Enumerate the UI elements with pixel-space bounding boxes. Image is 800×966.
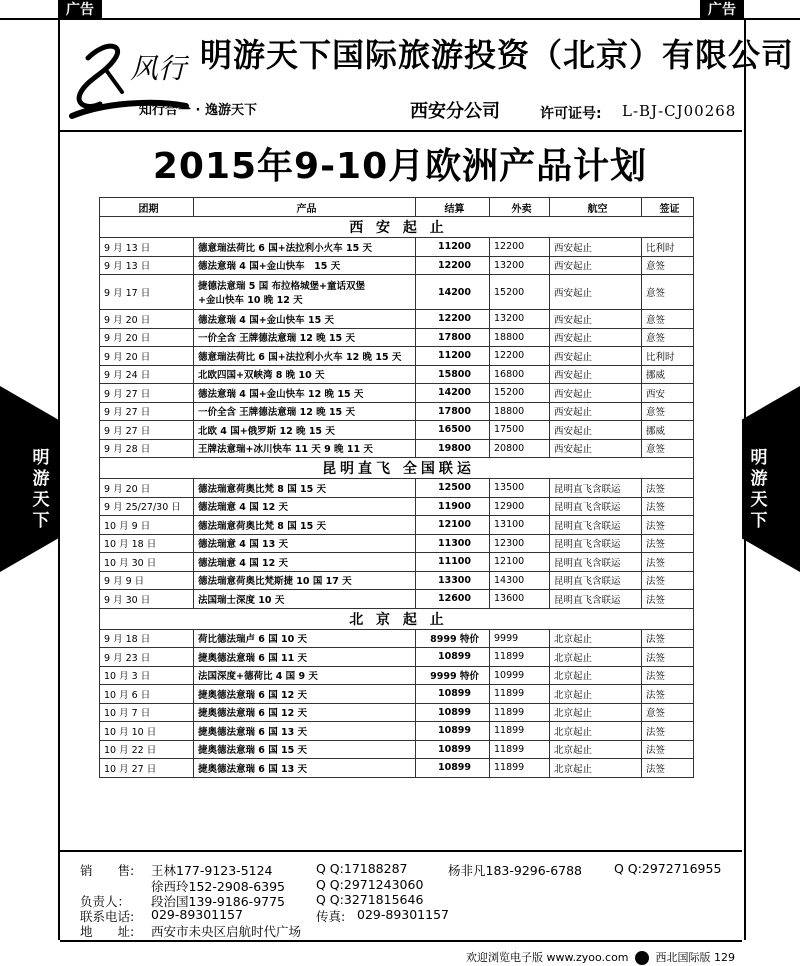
visa: 法签: [642, 722, 694, 741]
table-row: [100, 571, 694, 590]
product-name: 北欧四国+双峡湾 8 晚 10 天: [194, 365, 416, 384]
settlement-price: 12500: [416, 479, 490, 498]
section-header-row: [100, 217, 694, 238]
table-row: [100, 402, 694, 421]
company-name: 明游天下国际旅游投资（北京）有限公司: [200, 36, 795, 74]
section-header-row: [100, 608, 694, 629]
sales-qq-3: Q Q:2971243060: [316, 877, 424, 892]
tour-date: 9 月 27 日: [100, 421, 194, 440]
table-row: [100, 328, 694, 347]
section-title: 北 京 起 止: [100, 608, 694, 629]
page-title: 2015年9-10月欧洲产品计划: [152, 146, 648, 187]
tour-date: 9 月 18 日: [100, 629, 194, 648]
phone-label: 联系电话:: [80, 909, 135, 924]
flight: 北京起止: [550, 703, 642, 722]
settlement-price: 10899: [416, 722, 490, 741]
flight: 北京起止: [550, 629, 642, 648]
table-row: [100, 439, 694, 458]
contact-divider: [60, 850, 742, 852]
settlement-price: 9999 特价: [416, 666, 490, 685]
header-divider: [60, 130, 742, 132]
column-header: 签证: [642, 198, 694, 217]
visa: 意签: [642, 439, 694, 458]
flight: 西安起止: [550, 347, 642, 366]
settlement-price: 10899: [416, 703, 490, 722]
visa: 法签: [642, 553, 694, 572]
table-row: [100, 497, 694, 516]
flight: 西安起止: [550, 328, 642, 347]
product-name: 捷德法意瑞 5 国 布拉格城堡+童话双堡 +金山快车 10 晚 12 天: [194, 275, 416, 310]
visa: 法签: [642, 479, 694, 498]
flight: 西安起止: [550, 439, 642, 458]
flight: 昆明直飞含联运: [550, 479, 642, 498]
visa: 比利时: [642, 238, 694, 257]
sales-contact-2: 杨非凡183-9296-6788: [448, 863, 583, 878]
table-row: [100, 740, 694, 759]
retail-price: 18800: [490, 402, 550, 421]
tour-date: 9 月 28 日: [100, 439, 194, 458]
tour-date: 9 月 20 日: [100, 347, 194, 366]
settlement-price: 14200: [416, 384, 490, 403]
license-label: 许可证号:: [540, 106, 602, 122]
side-text-right: 明 游 天 下: [750, 448, 768, 531]
retail-price: 12200: [490, 238, 550, 257]
visa: 法签: [642, 534, 694, 553]
settlement-price: 11200: [416, 238, 490, 257]
table-row: [100, 759, 694, 778]
table-row: [100, 648, 694, 667]
tour-date: 9 月 20 日: [100, 479, 194, 498]
settlement-price: 17800: [416, 402, 490, 421]
settlement-price: 13300: [416, 571, 490, 590]
column-header: 航空: [550, 198, 642, 217]
settlement-price: 11900: [416, 497, 490, 516]
visa: 法签: [642, 740, 694, 759]
column-header: 团期: [100, 198, 194, 217]
sales-label: 销 售:: [80, 863, 135, 878]
table-row: [100, 590, 694, 609]
table-row: [100, 310, 694, 329]
sales-contact-1: 王林177-9123-5124: [151, 863, 273, 878]
tour-date: 9 月 23 日: [100, 648, 194, 667]
side-text-left: 明 游 天 下: [32, 448, 50, 531]
column-header: 结算: [416, 198, 490, 217]
product-name: 捷奥德法意瑞 6 国 15 天: [194, 740, 416, 759]
settlement-price: 14200: [416, 275, 490, 310]
flight: 西安起止: [550, 310, 642, 329]
table-row: [100, 722, 694, 741]
product-name: 荷比德法瑞卢 6 国 10 天: [194, 629, 416, 648]
visa: 法签: [642, 516, 694, 535]
fax-label: 传真:: [316, 909, 346, 924]
settlement-price: 19800: [416, 439, 490, 458]
address-label: 地 址:: [80, 924, 135, 939]
tour-date: 10 月 30 日: [100, 553, 194, 572]
retail-price: 11899: [490, 759, 550, 778]
tour-date: 9 月 25/27/30 日: [100, 497, 194, 516]
table-row: [100, 479, 694, 498]
visa: 意签: [642, 275, 694, 310]
product-name: 德法瑞意荷奥比梵 8 国 15 天: [194, 479, 416, 498]
table-row: [100, 666, 694, 685]
section-header-row: [100, 458, 694, 479]
address: 西安市未央区启航时代广场: [151, 924, 302, 939]
table-row: [100, 703, 694, 722]
tour-date: 9 月 27 日: [100, 384, 194, 403]
product-name: 一价全含 王牌德法意瑞 12 晚 15 天: [194, 402, 416, 421]
tour-date: 10 月 27 日: [100, 759, 194, 778]
flight: 昆明直飞含联运: [550, 497, 642, 516]
sales-qq-1: Q Q:17188287: [316, 861, 408, 876]
product-name: 德法瑞意 4 国 12 天: [194, 497, 416, 516]
ad-label-left: 广告: [58, 0, 102, 20]
footer-divider: [60, 940, 742, 942]
table-row: [100, 384, 694, 403]
retail-price: 12300: [490, 534, 550, 553]
visa: 意签: [642, 328, 694, 347]
flight: 西安起止: [550, 384, 642, 403]
retail-price: 18800: [490, 328, 550, 347]
settlement-price: 10899: [416, 740, 490, 759]
visa: 法签: [642, 629, 694, 648]
ad-label-right: 广告: [700, 0, 744, 20]
section-title: 昆明直飞 全国联运: [100, 458, 694, 479]
visa: 法签: [642, 666, 694, 685]
flight: 北京起止: [550, 685, 642, 704]
product-name: 德法瑞意荷奥比梵 8 国 15 天: [194, 516, 416, 535]
tour-date: 9 月 13 日: [100, 238, 194, 257]
product-name: 北欧 4 国+俄罗斯 12 晚 15 天: [194, 421, 416, 440]
product-name: 德法意瑞 4 国+金山快车 12 晚 15 天: [194, 384, 416, 403]
visa: 意签: [642, 703, 694, 722]
table-row: [100, 365, 694, 384]
retail-price: 20800: [490, 439, 550, 458]
visa: 法签: [642, 497, 694, 516]
table-row: [100, 516, 694, 535]
table-row: [100, 256, 694, 275]
phone-number: 029-89301157: [151, 907, 243, 922]
product-name: 捷奥德法意瑞 6 国 13 天: [194, 722, 416, 741]
flight: 昆明直飞含联运: [550, 534, 642, 553]
flight: 北京起止: [550, 740, 642, 759]
visa: 比利时: [642, 347, 694, 366]
fax-number: 029-89301157: [357, 907, 449, 922]
visa: 法签: [642, 571, 694, 590]
slogan: 知行合一 · 逸游天下: [139, 103, 257, 118]
retail-price: 11899: [490, 703, 550, 722]
product-name: 德法意瑞 4 国+金山快车 15 天: [194, 256, 416, 275]
manager-contact: 段治国139-9186-9775: [151, 894, 286, 909]
visa: 法签: [642, 759, 694, 778]
settlement-price: 11200: [416, 347, 490, 366]
visa: 意签: [642, 256, 694, 275]
flight: 西安起止: [550, 402, 642, 421]
product-name: 德法瑞意荷奥比梵斯捷 10 国 17 天: [194, 571, 416, 590]
flight: 北京起止: [550, 666, 642, 685]
flight: 昆明直飞含联运: [550, 553, 642, 572]
sales-qq-2: Q Q:2972716955: [614, 861, 722, 876]
flight: 北京起止: [550, 648, 642, 667]
flight: 昆明直飞含联运: [550, 516, 642, 535]
flight: 昆明直飞含联运: [550, 590, 642, 609]
tour-date: 10 月 18 日: [100, 534, 194, 553]
tour-date: 9 月 9 日: [100, 571, 194, 590]
table-row: [100, 534, 694, 553]
manager-qq: Q Q:3271815646: [316, 892, 424, 907]
retail-price: 11899: [490, 722, 550, 741]
product-name: 王牌法意瑞+冰川快车 11 天 9 晚 11 天: [194, 439, 416, 458]
table-row: [100, 685, 694, 704]
settlement-price: 16500: [416, 421, 490, 440]
product-name: 捷奥德法意瑞 6 国 12 天: [194, 703, 416, 722]
retail-price: 12900: [490, 497, 550, 516]
column-header: 外卖: [490, 198, 550, 217]
settlement-price: 11100: [416, 553, 490, 572]
footer-edition: 西北国际版: [655, 951, 711, 964]
branch-name: 西安分公司: [410, 101, 500, 122]
tour-date: 9 月 24 日: [100, 365, 194, 384]
flight: 西安起止: [550, 421, 642, 440]
settlement-price: 10899: [416, 648, 490, 667]
table-row: [100, 238, 694, 257]
page-number: 129: [714, 951, 736, 964]
table-header-row: [100, 198, 694, 217]
flight: 西安起止: [550, 256, 642, 275]
retail-price: 17500: [490, 421, 550, 440]
tour-date: 9 月 17 日: [100, 275, 194, 310]
tour-date: 10 月 7 日: [100, 703, 194, 722]
retail-price: 13600: [490, 590, 550, 609]
product-name: 捷奥德法意瑞 6 国 12 天: [194, 685, 416, 704]
retail-price: 13200: [490, 310, 550, 329]
flight: 北京起止: [550, 722, 642, 741]
tour-date: 9 月 20 日: [100, 310, 194, 329]
flight: 西安起止: [550, 365, 642, 384]
settlement-price: 12200: [416, 256, 490, 275]
tour-date: 10 月 22 日: [100, 740, 194, 759]
tour-date: 9 月 13 日: [100, 256, 194, 275]
product-name: 捷奥德法意瑞 6 国 11 天: [194, 648, 416, 667]
tour-date: 10 月 10 日: [100, 722, 194, 741]
tour-date: 9 月 27 日: [100, 402, 194, 421]
retail-price: 13100: [490, 516, 550, 535]
product-table: [99, 197, 694, 778]
retail-price: 11899: [490, 648, 550, 667]
settlement-price: 12600: [416, 590, 490, 609]
settlement-price: 8999 特价: [416, 629, 490, 648]
table-row: [100, 421, 694, 440]
table-row: [100, 553, 694, 572]
product-name: 德法意瑞 4 国+金山快车 15 天: [194, 310, 416, 329]
flight: 西安起止: [550, 238, 642, 257]
footer: [466, 949, 735, 965]
visa: 挪威: [642, 365, 694, 384]
visa: 法签: [642, 648, 694, 667]
retail-price: 16800: [490, 365, 550, 384]
product-name: 法国深度+德荷比 4 国 9 天: [194, 666, 416, 685]
visa: 意签: [642, 310, 694, 329]
tour-date: 10 月 3 日: [100, 666, 194, 685]
product-name: 德意瑞法荷比 6 国+法拉利小火车 12 晚 15 天: [194, 347, 416, 366]
settlement-price: 10899: [416, 685, 490, 704]
settlement-price: 11300: [416, 534, 490, 553]
settlement-price: 15800: [416, 365, 490, 384]
table-row: [100, 347, 694, 366]
tour-date: 10 月 9 日: [100, 516, 194, 535]
retail-price: 14300: [490, 571, 550, 590]
product-name: 一价全含 王牌德法意瑞 12 晚 15 天: [194, 328, 416, 347]
license-number: L-BJ-CJ00268: [622, 102, 737, 120]
sales-contact-3: 徐西玲152-2908-6395: [151, 879, 286, 894]
product-name: 德意瑞法荷比 6 国+法拉利小火车 15 天: [194, 238, 416, 257]
flight: 西安起止: [550, 275, 642, 310]
visa: 法签: [642, 590, 694, 609]
tour-date: 10 月 6 日: [100, 685, 194, 704]
flight: 昆明直飞含联运: [550, 571, 642, 590]
retail-price: 12100: [490, 553, 550, 572]
tour-date: 9 月 20 日: [100, 328, 194, 347]
retail-price: 11899: [490, 685, 550, 704]
settlement-price: 12200: [416, 310, 490, 329]
settlement-price: 12100: [416, 516, 490, 535]
product-name: 德法瑞意 4 国 12 天: [194, 553, 416, 572]
visa: 西安: [642, 384, 694, 403]
retail-price: 10999: [490, 666, 550, 685]
retail-price: 9999: [490, 629, 550, 648]
settlement-price: 10899: [416, 759, 490, 778]
tour-date: 9 月 30 日: [100, 590, 194, 609]
retail-price: 15200: [490, 384, 550, 403]
product-name: 法国瑞士深度 10 天: [194, 590, 416, 609]
footer-logo-icon: [635, 951, 649, 965]
settlement-price: 17800: [416, 328, 490, 347]
table-row: [100, 629, 694, 648]
column-header: 产品: [194, 198, 416, 217]
visa: 挪威: [642, 421, 694, 440]
footer-text: 欢迎浏览电子版 www.zyoo.com: [466, 951, 629, 964]
product-name: 捷奥德法意瑞 6 国 13 天: [194, 759, 416, 778]
retail-price: 11899: [490, 740, 550, 759]
retail-price: 13200: [490, 256, 550, 275]
product-name: 德法瑞意 4 国 13 天: [194, 534, 416, 553]
section-title: 西 安 起 止: [100, 217, 694, 238]
retail-price: 12200: [490, 347, 550, 366]
manager-label: 负责人：: [80, 894, 131, 909]
visa: 法签: [642, 685, 694, 704]
retail-price: 15200: [490, 275, 550, 310]
flight: 北京起止: [550, 759, 642, 778]
retail-price: 13500: [490, 479, 550, 498]
table-row: [100, 275, 694, 310]
visa: 意签: [642, 402, 694, 421]
logo-text: 风行: [130, 52, 187, 85]
